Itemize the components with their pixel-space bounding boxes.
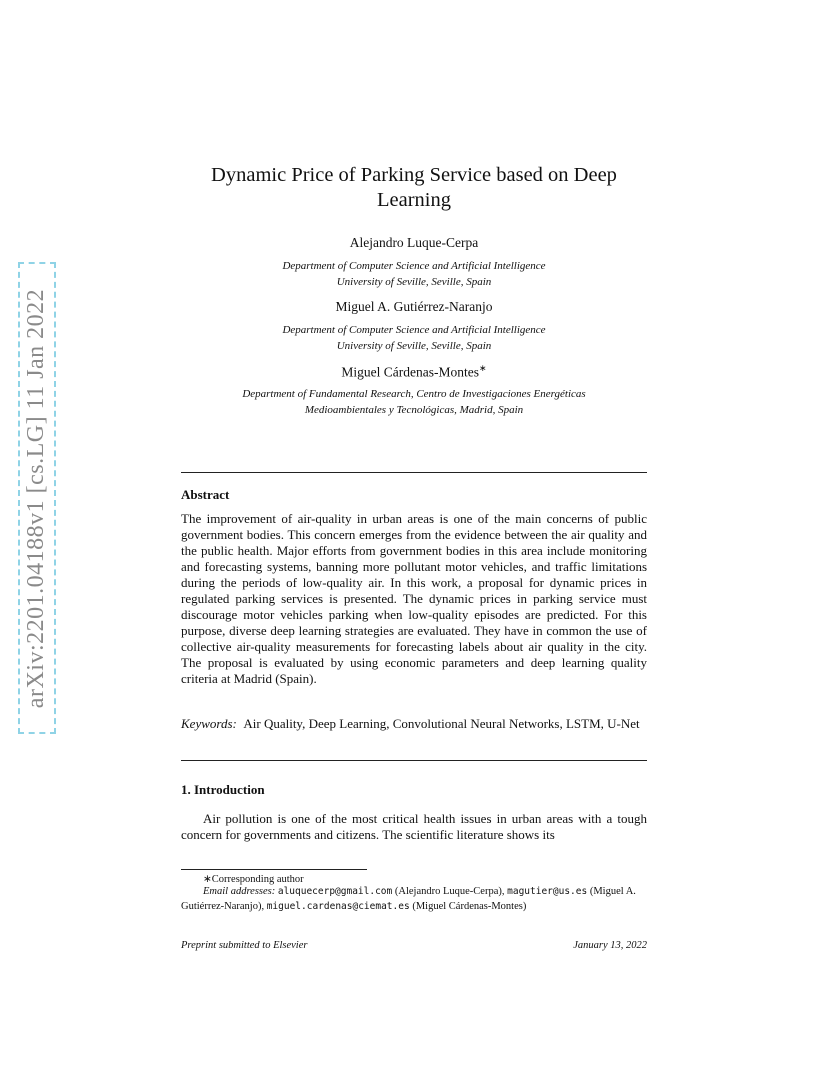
preprint-note: Preprint submitted to Elsevier: [181, 940, 308, 951]
abstract-body: The improvement of air-quality in urban areas is one of the main concerns of public government bodies. This concern emerges from the evidence between the air quality and the public health. Major efforts from government bodies in this area include monitoring and forecasting systems, banning more pollutant motor vehicles, and traffic limitations during the periods of low-quality air. In this work, a proposal for dynamic prices in regulated parking services is presented. The dynamic prices in parking service must discourage motor vehicles parking when low-quality episodes are predicted. For this purpose, diverse deep learning strategies are evaluated. They have in common the use of collective air-quality measurements for forecasting labels about air quality in the city. The proposal is evaluated by using economic parameters and deep learning quality criteria at Madrid (Spain).: [181, 511, 647, 686]
email-owner: (Alejandro Luque-Cerpa),: [394, 886, 505, 897]
keywords-label: Keywords:: [181, 716, 237, 731]
introduction-body: Air pollution is one of the most critical health issues in urban areas with a tough concern for governments and citizens. The scientific literature shows its: [181, 811, 647, 842]
email-link[interactable]: aluquecerp@gmail.com: [277, 886, 393, 897]
footnote-rule: [181, 869, 367, 870]
paper-title: Dynamic Price of Parking Service based on Deep Learning: [211, 164, 617, 211]
email-owner: (Miguel A. Gutiérrez-Naranjo),: [181, 886, 636, 912]
author-affiliation: [182, 322, 646, 354]
author-name: Miguel A. Gutiérrez-Naranjo: [335, 299, 493, 314]
affiliation-line: Medioambientales y Tecnológicas, Madrid, Spain: [304, 404, 524, 416]
abstract-heading: Abstract: [181, 487, 230, 502]
author-name: Alejandro Luque-Cerpa: [349, 235, 479, 250]
affiliation-line: Department of Computer Science and Artificial Intelligence: [282, 324, 546, 336]
email-owner: (Miguel Cárdenas-Montes): [412, 901, 527, 912]
corresponding-marker: ∗: [479, 363, 487, 373]
author-name-corresponding: [182, 363, 646, 381]
affiliation-line: Department of Computer Science and Artificial Intelligence: [282, 260, 546, 272]
email-link[interactable]: magutier@us.es: [507, 886, 588, 897]
arxiv-stamp[interactable]: [18, 262, 56, 734]
email-link[interactable]: miguel.cardenas@ciemat.es: [266, 901, 410, 912]
abstract-bottom-rule: [181, 760, 647, 761]
author-affiliation: [182, 258, 646, 290]
keywords-list: Air Quality, Deep Learning, Convolutional Neural Networks, LSTM, U-Net: [243, 716, 640, 731]
footnote-emails: [181, 884, 651, 914]
author-affiliation: [182, 386, 646, 418]
keywords: [181, 716, 647, 732]
abstract-top-rule: [181, 472, 647, 473]
email-label: Email addresses:: [203, 886, 276, 897]
arxiv-id: arXiv:2201.04188v1 [cs.LG] 11 Jan 2022: [23, 288, 50, 708]
affiliation-line: Department of Fundamental Research, Centro de Investigaciones Energéticas: [242, 388, 586, 400]
introduction-heading: 1. Introduction: [181, 782, 265, 797]
affiliation-line: University of Seville, Seville, Spain: [336, 340, 492, 352]
author-name: Miguel Cárdenas-Montes: [341, 364, 480, 380]
preprint-date: January 13, 2022: [573, 940, 647, 951]
footnote-corresponding: ∗Corresponding author: [203, 874, 304, 885]
affiliation-line: University of Seville, Seville, Spain: [336, 276, 492, 288]
